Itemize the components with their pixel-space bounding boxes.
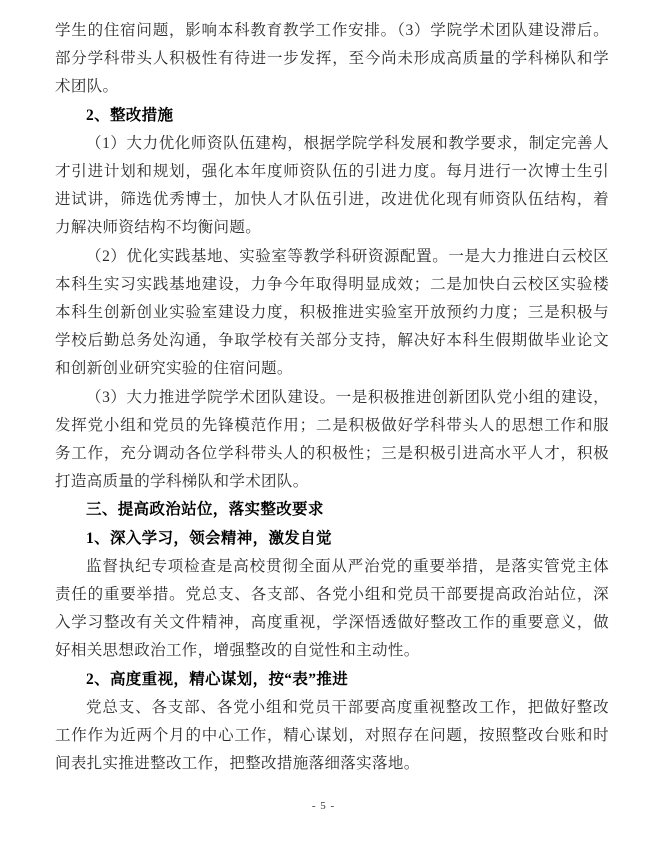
subsection-heading-careful-planning: 2、高度重视，精心谋划，按“表”推进	[86, 670, 349, 688]
section-heading-rectification-measures: 2、整改措施	[86, 106, 174, 124]
paragraph-measure-3: （3）大力推进学院学术团队建设。一是积极推进创新团队党小组的建设，发挥党小组和党员的先锋模范作用；二是积极做好学科带头人的思想工作和服务工作，充分调动各位学科带头人的积极性；三是积极引进高水平人才，积极打造高质量的学科梯队和学术团队。	[55, 388, 609, 491]
page-number: - 5 -	[311, 800, 336, 812]
document-body	[55, 17, 609, 778]
paragraph-measure-1: （1）大力优化师资队伍建构，根据学院学科发展和教学要求，制定完善人才引进计划和规划，强化本年度师资队伍的引进力度。每月进行一次博士生引进试讲，筛选优秀博士，加快人才队伍引进，改进优化现有师资队伍结构，着力解决师资结构不均衡问题。	[55, 134, 609, 237]
paragraph-continued: 学生的住宿问题，影响本科教育教学工作安排。（3）学院学术团队建设滞后。部分学科带头人积极性有待进一步发挥，至今尚未形成高质量的学科梯队和学术团队。	[55, 22, 609, 96]
paragraph-supervision: 监督执纪专项检查是高校贯彻全面从严治党的重要举措，是落实管党主体责任的重要举措。党总支、各支部、各党小组和党员干部要提高政治站位，深入学习整改有关文件精神，高度重视，学深悟透做好整改工作的重要意义，做好相关思想政治工作，增强整改的自觉性和主动性。	[55, 557, 609, 660]
subsection-heading-deep-study: 1、深入学习，领会精神，激发自觉	[86, 529, 332, 547]
section-heading-political-stance: 三、提高政治站位，落实整改要求	[86, 501, 324, 519]
paragraph-measure-2: （2）优化实践基地、实验室等教学科研资源配置。一是大力推进白云校区本科生实习实践基地建设，力争今年取得明显成效；二是加快白云校区实验楼本科生创新创业实验室建设力度，积极推进实验室开放预约力度；三是积极与学校后勤总务处沟通，争取学校有关部分支持，解决好本科生假期做毕业论文和创新创业研究实验的住宿问题。	[55, 247, 609, 378]
paragraph-implementation: 党总支、各支部、各党小组和党员干部要高度重视整改工作，把做好整改工作作为近两个月的中心工作，精心谋划，对照存在问题，按照整改台账和时间表扎实推进整改工作，把整改措施落细落实落地。	[55, 698, 609, 773]
